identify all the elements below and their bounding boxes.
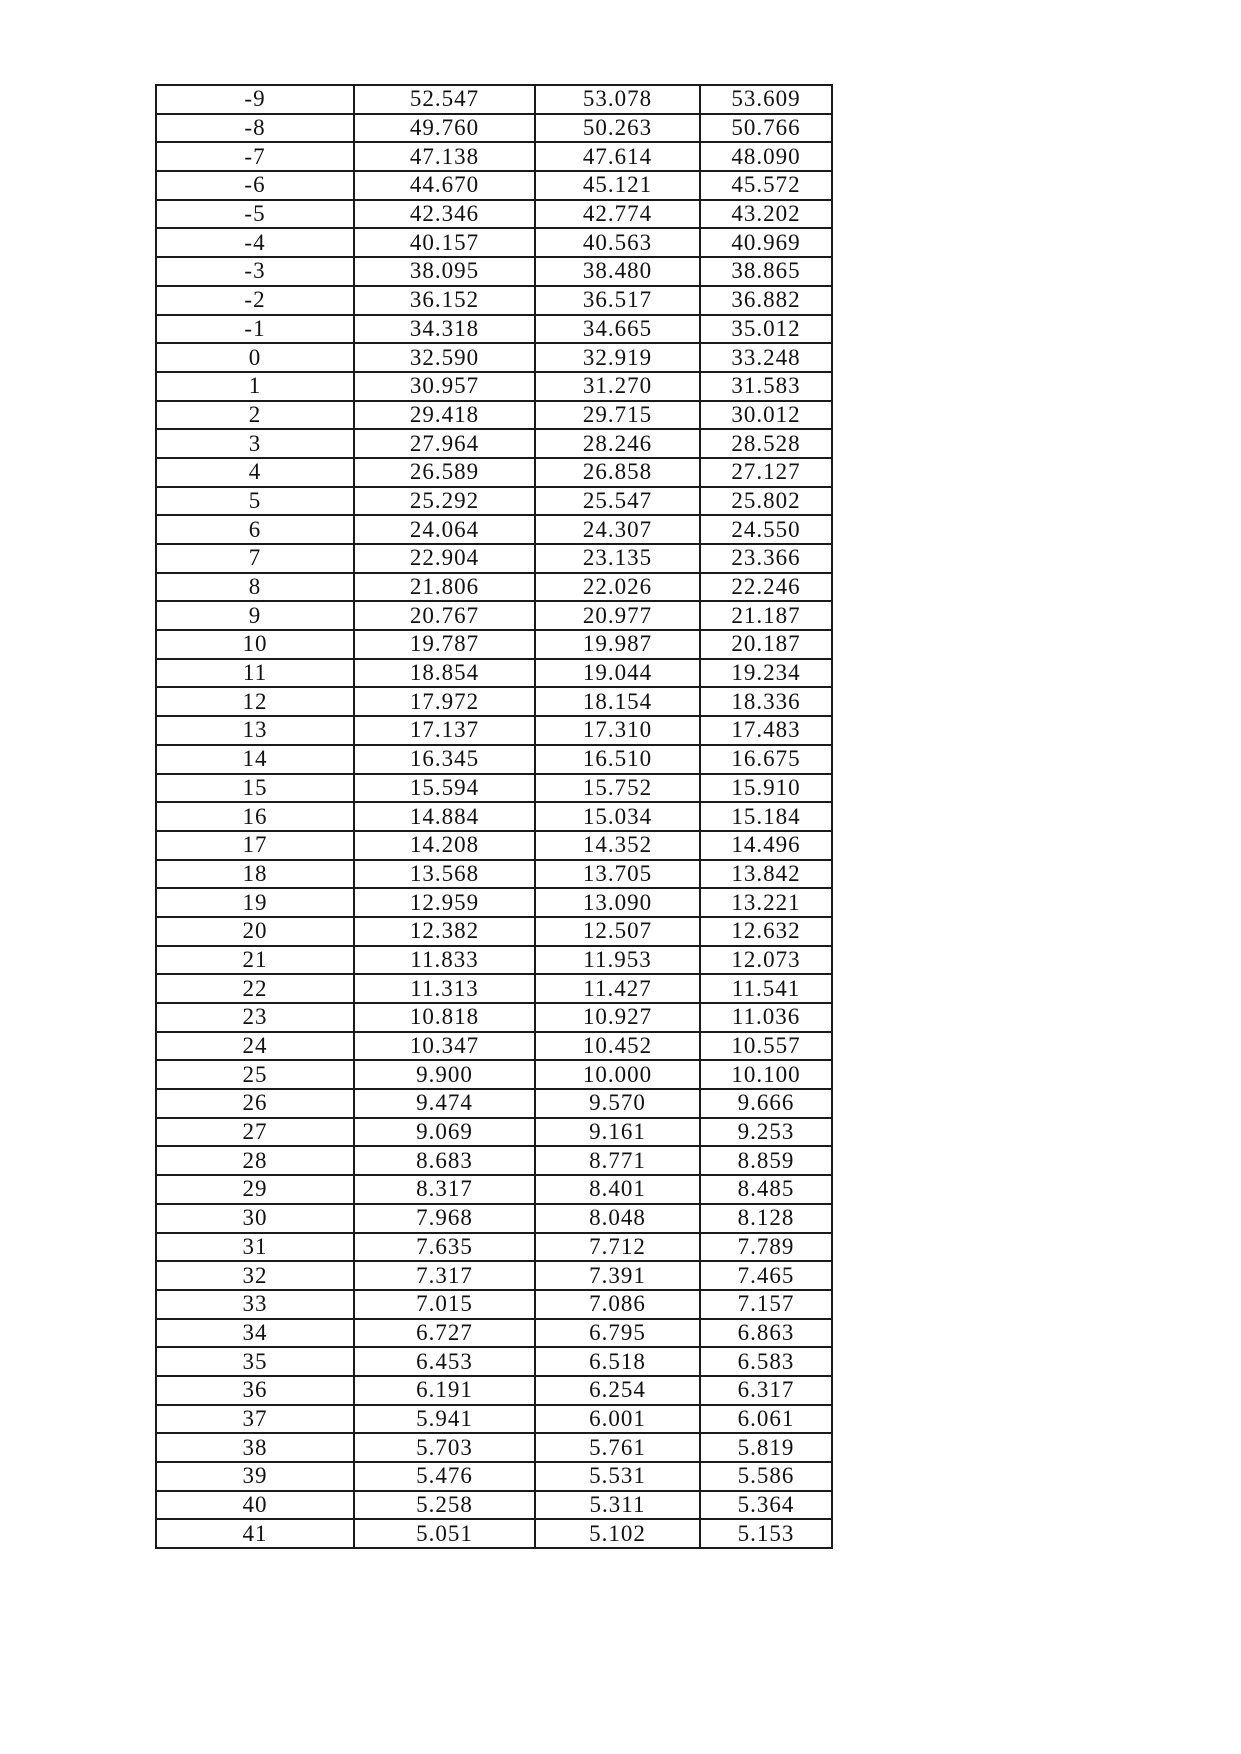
table-row	[156, 228, 832, 257]
value-cell-2: 12.507	[535, 917, 700, 946]
row-index-cell: 28	[156, 1146, 354, 1175]
value-cell-3: 27.127	[700, 458, 832, 487]
value-cell-2: 8.401	[535, 1175, 700, 1204]
value-cell-1: 17.137	[354, 716, 535, 745]
row-index-cell: 18	[156, 860, 354, 889]
value-cell-2: 14.352	[535, 831, 700, 860]
table-row	[156, 1462, 832, 1491]
row-index-cell: 25	[156, 1060, 354, 1089]
value-cell-2: 7.391	[535, 1261, 700, 1290]
table-row	[156, 917, 832, 946]
table-row	[156, 401, 832, 430]
value-cell-1: 9.900	[354, 1060, 535, 1089]
row-index-cell: 32	[156, 1261, 354, 1290]
value-cell-1: 5.258	[354, 1491, 535, 1520]
table-row	[156, 343, 832, 372]
row-index-cell: 6	[156, 515, 354, 544]
row-index-cell: 21	[156, 946, 354, 975]
value-cell-1: 8.683	[354, 1146, 535, 1175]
value-cell-2: 19.987	[535, 630, 700, 659]
value-cell-1: 49.760	[354, 114, 535, 143]
value-cell-1: 11.313	[354, 974, 535, 1003]
value-cell-2: 42.774	[535, 200, 700, 229]
value-cell-1: 7.968	[354, 1204, 535, 1233]
value-cell-3: 30.012	[700, 401, 832, 430]
value-cell-3: 16.675	[700, 745, 832, 774]
table-row	[156, 1175, 832, 1204]
row-index-cell: 1	[156, 372, 354, 401]
value-cell-2: 18.154	[535, 687, 700, 716]
row-index-cell: -7	[156, 142, 354, 171]
table-row	[156, 630, 832, 659]
row-index-cell: 24	[156, 1032, 354, 1061]
value-cell-2: 7.712	[535, 1233, 700, 1262]
value-cell-3: 25.802	[700, 487, 832, 516]
row-index-cell: 35	[156, 1347, 354, 1376]
value-cell-3: 8.859	[700, 1146, 832, 1175]
table-row	[156, 974, 832, 1003]
row-index-cell: 7	[156, 544, 354, 573]
value-cell-2: 40.563	[535, 228, 700, 257]
value-cell-3: 9.666	[700, 1089, 832, 1118]
value-cell-2: 6.254	[535, 1376, 700, 1405]
row-index-cell: 10	[156, 630, 354, 659]
value-cell-3: 6.583	[700, 1347, 832, 1376]
value-cell-1: 7.015	[354, 1290, 535, 1319]
value-cell-3: 50.766	[700, 114, 832, 143]
row-index-cell: 30	[156, 1204, 354, 1233]
value-cell-3: 6.061	[700, 1405, 832, 1434]
value-cell-3: 8.128	[700, 1204, 832, 1233]
table-row	[156, 1233, 832, 1262]
value-cell-1: 36.152	[354, 286, 535, 315]
value-cell-2: 5.311	[535, 1491, 700, 1520]
value-cell-3: 15.184	[700, 802, 832, 831]
value-cell-3: 11.036	[700, 1003, 832, 1032]
value-cell-1: 5.051	[354, 1519, 535, 1548]
value-cell-1: 38.095	[354, 257, 535, 286]
value-cell-1: 14.884	[354, 802, 535, 831]
value-cell-3: 20.187	[700, 630, 832, 659]
table-row	[156, 946, 832, 975]
value-cell-1: 44.670	[354, 171, 535, 200]
table-row	[156, 372, 832, 401]
row-index-cell: 11	[156, 659, 354, 688]
value-cell-2: 36.517	[535, 286, 700, 315]
value-cell-2: 6.518	[535, 1347, 700, 1376]
table-row	[156, 687, 832, 716]
value-cell-1: 9.474	[354, 1089, 535, 1118]
table-row	[156, 802, 832, 831]
row-index-cell: 23	[156, 1003, 354, 1032]
row-index-cell: 19	[156, 888, 354, 917]
table-row	[156, 860, 832, 889]
value-cell-3: 9.253	[700, 1118, 832, 1147]
row-index-cell: -1	[156, 315, 354, 344]
table-row	[156, 1060, 832, 1089]
table-row	[156, 1319, 832, 1348]
value-cell-1: 52.547	[354, 85, 535, 114]
row-index-cell: 17	[156, 831, 354, 860]
value-cell-3: 11.541	[700, 974, 832, 1003]
value-cell-3: 12.632	[700, 917, 832, 946]
value-cell-1: 6.727	[354, 1319, 535, 1348]
row-index-cell: 27	[156, 1118, 354, 1147]
row-index-cell: 13	[156, 716, 354, 745]
data-table	[155, 84, 833, 1549]
value-cell-1: 24.064	[354, 515, 535, 544]
value-cell-3: 45.572	[700, 171, 832, 200]
value-cell-1: 12.382	[354, 917, 535, 946]
table-row	[156, 745, 832, 774]
value-cell-3: 35.012	[700, 315, 832, 344]
table-row	[156, 1347, 832, 1376]
value-cell-1: 20.767	[354, 601, 535, 630]
value-cell-3: 8.485	[700, 1175, 832, 1204]
row-index-cell: 39	[156, 1462, 354, 1491]
row-index-cell: 29	[156, 1175, 354, 1204]
row-index-cell: 4	[156, 458, 354, 487]
value-cell-1: 27.964	[354, 429, 535, 458]
value-cell-3: 10.557	[700, 1032, 832, 1061]
value-cell-2: 50.263	[535, 114, 700, 143]
value-cell-3: 5.153	[700, 1519, 832, 1548]
table-row	[156, 171, 832, 200]
value-cell-3: 48.090	[700, 142, 832, 171]
value-cell-1: 40.157	[354, 228, 535, 257]
value-cell-2: 7.086	[535, 1290, 700, 1319]
value-cell-1: 30.957	[354, 372, 535, 401]
value-cell-3: 53.609	[700, 85, 832, 114]
value-cell-1: 13.568	[354, 860, 535, 889]
value-cell-3: 43.202	[700, 200, 832, 229]
row-index-cell: 2	[156, 401, 354, 430]
value-cell-3: 14.496	[700, 831, 832, 860]
value-cell-1: 10.347	[354, 1032, 535, 1061]
row-index-cell: -9	[156, 85, 354, 114]
table-row	[156, 487, 832, 516]
value-cell-2: 29.715	[535, 401, 700, 430]
row-index-cell: 0	[156, 343, 354, 372]
value-cell-1: 5.476	[354, 1462, 535, 1491]
value-cell-3: 38.865	[700, 257, 832, 286]
value-cell-3: 6.317	[700, 1376, 832, 1405]
value-cell-1: 18.854	[354, 659, 535, 688]
value-cell-1: 8.317	[354, 1175, 535, 1204]
value-cell-1: 22.904	[354, 544, 535, 573]
row-index-cell: 12	[156, 687, 354, 716]
value-cell-1: 47.138	[354, 142, 535, 171]
value-cell-1: 14.208	[354, 831, 535, 860]
row-index-cell: 34	[156, 1319, 354, 1348]
table-row	[156, 573, 832, 602]
value-cell-3: 5.819	[700, 1433, 832, 1462]
row-index-cell: 15	[156, 774, 354, 803]
row-index-cell: 38	[156, 1433, 354, 1462]
table-row	[156, 1118, 832, 1147]
value-cell-1: 25.292	[354, 487, 535, 516]
value-cell-2: 10.927	[535, 1003, 700, 1032]
table-row	[156, 286, 832, 315]
value-cell-2: 34.665	[535, 315, 700, 344]
row-index-cell: 3	[156, 429, 354, 458]
value-cell-2: 13.705	[535, 860, 700, 889]
value-cell-2: 32.919	[535, 343, 700, 372]
value-cell-2: 22.026	[535, 573, 700, 602]
value-cell-2: 15.034	[535, 802, 700, 831]
row-index-cell: 5	[156, 487, 354, 516]
value-cell-1: 29.418	[354, 401, 535, 430]
value-cell-2: 16.510	[535, 745, 700, 774]
row-index-cell: -6	[156, 171, 354, 200]
value-cell-2: 6.795	[535, 1319, 700, 1348]
value-cell-1: 5.941	[354, 1405, 535, 1434]
row-index-cell: 16	[156, 802, 354, 831]
table-row	[156, 429, 832, 458]
table-row	[156, 544, 832, 573]
value-cell-3: 7.465	[700, 1261, 832, 1290]
table-row	[156, 85, 832, 114]
value-cell-3: 24.550	[700, 515, 832, 544]
table-row	[156, 257, 832, 286]
value-cell-2: 11.953	[535, 946, 700, 975]
value-cell-2: 11.427	[535, 974, 700, 1003]
value-cell-2: 53.078	[535, 85, 700, 114]
value-cell-2: 28.246	[535, 429, 700, 458]
value-cell-1: 32.590	[354, 343, 535, 372]
value-cell-3: 5.586	[700, 1462, 832, 1491]
value-cell-3: 6.863	[700, 1319, 832, 1348]
value-cell-3: 31.583	[700, 372, 832, 401]
table-row	[156, 458, 832, 487]
value-cell-3: 10.100	[700, 1060, 832, 1089]
value-cell-1: 17.972	[354, 687, 535, 716]
table-row	[156, 1261, 832, 1290]
row-index-cell: 14	[156, 745, 354, 774]
value-cell-2: 9.161	[535, 1118, 700, 1147]
value-cell-1: 11.833	[354, 946, 535, 975]
value-cell-2: 10.000	[535, 1060, 700, 1089]
value-cell-3: 33.248	[700, 343, 832, 372]
value-cell-2: 5.761	[535, 1433, 700, 1462]
value-cell-1: 6.191	[354, 1376, 535, 1405]
table-row	[156, 774, 832, 803]
row-index-cell: -3	[156, 257, 354, 286]
value-cell-2: 26.858	[535, 458, 700, 487]
row-index-cell: 31	[156, 1233, 354, 1262]
row-index-cell: -5	[156, 200, 354, 229]
value-cell-2: 20.977	[535, 601, 700, 630]
value-cell-3: 21.187	[700, 601, 832, 630]
value-cell-1: 19.787	[354, 630, 535, 659]
value-cell-1: 42.346	[354, 200, 535, 229]
row-index-cell: 26	[156, 1089, 354, 1118]
table-row	[156, 831, 832, 860]
value-cell-3: 7.789	[700, 1233, 832, 1262]
table-row	[156, 114, 832, 143]
value-cell-1: 7.635	[354, 1233, 535, 1262]
value-cell-1: 5.703	[354, 1433, 535, 1462]
table-row	[156, 659, 832, 688]
value-cell-3: 18.336	[700, 687, 832, 716]
value-cell-2: 47.614	[535, 142, 700, 171]
table-row	[156, 200, 832, 229]
value-cell-3: 40.969	[700, 228, 832, 257]
value-cell-2: 25.547	[535, 487, 700, 516]
value-cell-3: 23.366	[700, 544, 832, 573]
value-cell-2: 31.270	[535, 372, 700, 401]
value-cell-1: 26.589	[354, 458, 535, 487]
table-row	[156, 142, 832, 171]
value-cell-1: 9.069	[354, 1118, 535, 1147]
value-cell-2: 13.090	[535, 888, 700, 917]
value-cell-1: 34.318	[354, 315, 535, 344]
row-index-cell: -8	[156, 114, 354, 143]
value-cell-3: 5.364	[700, 1491, 832, 1520]
value-cell-2: 10.452	[535, 1032, 700, 1061]
value-cell-3: 17.483	[700, 716, 832, 745]
row-index-cell: 41	[156, 1519, 354, 1548]
table-row	[156, 1003, 832, 1032]
value-cell-1: 6.453	[354, 1347, 535, 1376]
table-row	[156, 315, 832, 344]
value-cell-3: 22.246	[700, 573, 832, 602]
value-cell-2: 9.570	[535, 1089, 700, 1118]
value-cell-2: 19.044	[535, 659, 700, 688]
table-row	[156, 716, 832, 745]
value-cell-2: 17.310	[535, 716, 700, 745]
value-cell-1: 7.317	[354, 1261, 535, 1290]
table-row	[156, 1032, 832, 1061]
value-cell-1: 12.959	[354, 888, 535, 917]
value-cell-2: 5.531	[535, 1462, 700, 1491]
table-row	[156, 1146, 832, 1175]
value-cell-2: 6.001	[535, 1405, 700, 1434]
value-cell-2: 24.307	[535, 515, 700, 544]
row-index-cell: 33	[156, 1290, 354, 1319]
table-row	[156, 601, 832, 630]
table-row	[156, 515, 832, 544]
row-index-cell: 40	[156, 1491, 354, 1520]
row-index-cell: 36	[156, 1376, 354, 1405]
row-index-cell: -4	[156, 228, 354, 257]
value-cell-3: 19.234	[700, 659, 832, 688]
table-row	[156, 1405, 832, 1434]
row-index-cell: 37	[156, 1405, 354, 1434]
value-cell-3: 12.073	[700, 946, 832, 975]
row-index-cell: -2	[156, 286, 354, 315]
value-cell-3: 7.157	[700, 1290, 832, 1319]
table-row	[156, 1491, 832, 1520]
table-row	[156, 1519, 832, 1548]
table-row	[156, 1204, 832, 1233]
value-cell-3: 15.910	[700, 774, 832, 803]
value-cell-3: 13.842	[700, 860, 832, 889]
table-row	[156, 1290, 832, 1319]
value-cell-3: 36.882	[700, 286, 832, 315]
value-cell-2: 15.752	[535, 774, 700, 803]
value-cell-2: 38.480	[535, 257, 700, 286]
value-cell-3: 28.528	[700, 429, 832, 458]
value-cell-2: 5.102	[535, 1519, 700, 1548]
table-body	[156, 85, 832, 1548]
value-cell-3: 13.221	[700, 888, 832, 917]
value-cell-2: 45.121	[535, 171, 700, 200]
row-index-cell: 8	[156, 573, 354, 602]
value-cell-1: 16.345	[354, 745, 535, 774]
value-cell-1: 15.594	[354, 774, 535, 803]
table-row	[156, 1376, 832, 1405]
value-cell-1: 10.818	[354, 1003, 535, 1032]
value-cell-1: 21.806	[354, 573, 535, 602]
row-index-cell: 20	[156, 917, 354, 946]
table-row	[156, 888, 832, 917]
table-row	[156, 1433, 832, 1462]
row-index-cell: 22	[156, 974, 354, 1003]
value-cell-2: 23.135	[535, 544, 700, 573]
row-index-cell: 9	[156, 601, 354, 630]
value-cell-2: 8.771	[535, 1146, 700, 1175]
table-row	[156, 1089, 832, 1118]
value-cell-2: 8.048	[535, 1204, 700, 1233]
